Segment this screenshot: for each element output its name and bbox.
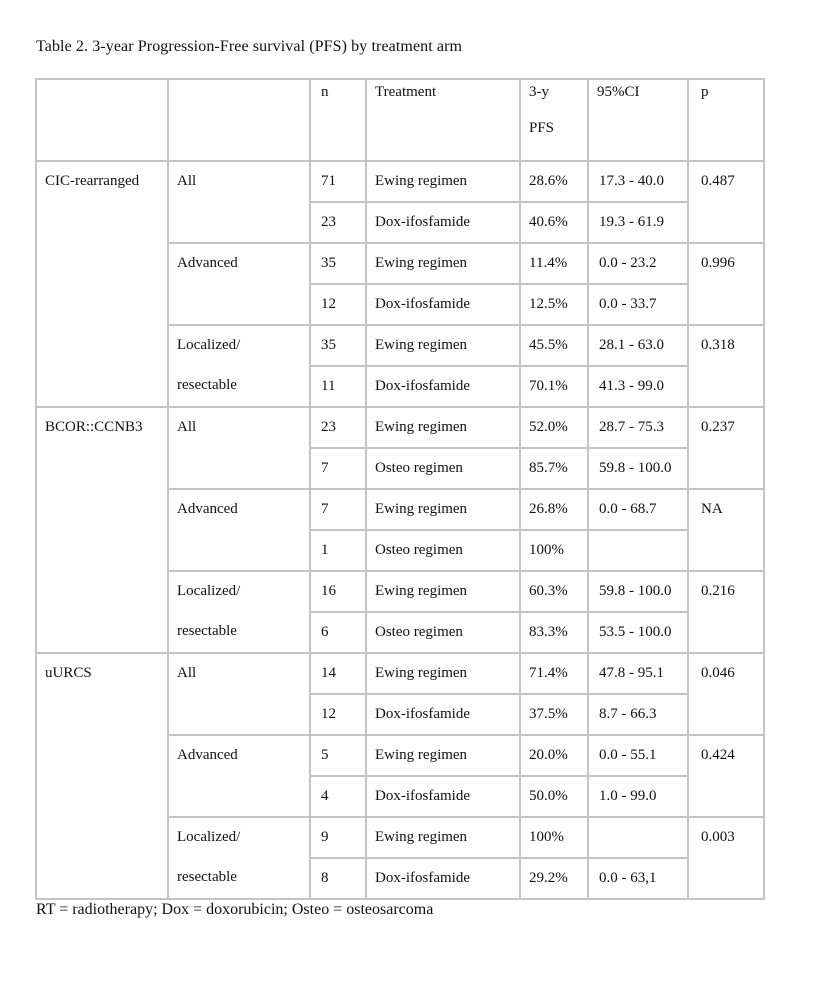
p-value-cell: 0.237 — [688, 407, 764, 489]
pfs-cell: 85.7% — [520, 448, 588, 489]
pfs-cell: 28.6% — [520, 161, 588, 202]
ci-cell: 59.8 - 100.0 — [588, 571, 688, 612]
treatment-cell: Ewing regimen — [366, 817, 520, 858]
group-label: CIC-rearranged — [36, 161, 168, 407]
ci-cell: 17.3 - 40.0 — [588, 161, 688, 202]
n-cell: 35 — [310, 325, 366, 366]
p-value-cell: 0.318 — [688, 325, 764, 407]
header-row — [36, 79, 764, 161]
n-cell: 5 — [310, 735, 366, 776]
n-cell: 8 — [310, 858, 366, 899]
n-cell: 7 — [310, 489, 366, 530]
treatment-cell: Ewing regimen — [366, 735, 520, 776]
header-treatment: Treatment — [366, 79, 520, 161]
n-cell: 23 — [310, 202, 366, 243]
ci-cell: 0.0 - 23.2 — [588, 243, 688, 284]
ci-cell: 28.7 - 75.3 — [588, 407, 688, 448]
subgroup-label: Advanced — [168, 489, 310, 530]
subgroup-label: Advanced — [168, 735, 310, 776]
p-value-cell: 0.216 — [688, 571, 764, 653]
ci-cell: 28.1 - 63.0 — [588, 325, 688, 366]
treatment-cell: Dox-ifosfamide — [366, 202, 520, 243]
treatment-cell: Ewing regimen — [366, 161, 520, 202]
subgroup-label-cont — [168, 202, 310, 243]
ci-cell: 59.8 - 100.0 — [588, 448, 688, 489]
subgroup-label: Localized/ — [168, 325, 310, 366]
n-cell: 35 — [310, 243, 366, 284]
ci-cell: 47.8 - 95.1 — [588, 653, 688, 694]
treatment-cell: Dox-ifosfamide — [366, 694, 520, 735]
treatment-cell: Osteo regimen — [366, 448, 520, 489]
pfs-cell: 45.5% — [520, 325, 588, 366]
p-value-cell: 0.487 — [688, 161, 764, 243]
n-cell: 4 — [310, 776, 366, 817]
pfs-cell: 11.4% — [520, 243, 588, 284]
n-cell: 11 — [310, 366, 366, 407]
p-value-cell: NA — [688, 489, 764, 571]
ci-cell: 19.3 - 61.9 — [588, 202, 688, 243]
subgroup-label-cont — [168, 694, 310, 735]
treatment-cell: Osteo regimen — [366, 530, 520, 571]
header-group — [36, 79, 168, 161]
pfs-cell: 100% — [520, 817, 588, 858]
pfs-table — [35, 78, 765, 900]
pfs-cell: 60.3% — [520, 571, 588, 612]
treatment-cell: Ewing regimen — [366, 243, 520, 284]
subgroup-label-cont: resectable — [168, 612, 310, 653]
table-row — [36, 407, 764, 448]
pfs-cell: 70.1% — [520, 366, 588, 407]
p-value-cell: 0.996 — [688, 243, 764, 325]
n-cell: 7 — [310, 448, 366, 489]
pfs-cell: 50.0% — [520, 776, 588, 817]
subgroup-label-cont — [168, 530, 310, 571]
header-pfs-line1: 3-y — [529, 84, 549, 100]
footnote: RT = radiotherapy; Dox = doxorubicin; Osteo = osteosarcoma — [36, 901, 434, 918]
ci-cell: 0.0 - 55.1 — [588, 735, 688, 776]
ci-cell: 0.0 - 63,1 — [588, 858, 688, 899]
pfs-cell: 20.0% — [520, 735, 588, 776]
pfs-cell: 12.5% — [520, 284, 588, 325]
treatment-cell: Dox-ifosfamide — [366, 366, 520, 407]
treatment-cell: Dox-ifosfamide — [366, 858, 520, 899]
header-n: n — [310, 79, 366, 161]
ci-cell — [588, 817, 688, 858]
table-row — [36, 653, 764, 694]
subgroup-label: Advanced — [168, 243, 310, 284]
n-cell: 12 — [310, 284, 366, 325]
p-value-cell: 0.424 — [688, 735, 764, 817]
pfs-cell: 83.3% — [520, 612, 588, 653]
pfs-cell: 26.8% — [520, 489, 588, 530]
pfs-cell: 71.4% — [520, 653, 588, 694]
group-label: uURCS — [36, 653, 168, 899]
ci-cell: 8.7 - 66.3 — [588, 694, 688, 735]
n-cell: 9 — [310, 817, 366, 858]
treatment-cell: Ewing regimen — [366, 407, 520, 448]
ci-cell: 0.0 - 68.7 — [588, 489, 688, 530]
header-pfs — [520, 79, 588, 161]
table-caption: Table 2. 3-year Progression-Free survival (PFS) by treatment arm — [36, 38, 463, 55]
subgroup-label: All — [168, 407, 310, 448]
subgroup-label: Localized/ — [168, 817, 310, 858]
pfs-cell: 40.6% — [520, 202, 588, 243]
pfs-cell: 52.0% — [520, 407, 588, 448]
pfs-cell: 29.2% — [520, 858, 588, 899]
subgroup-label-cont — [168, 776, 310, 817]
pfs-cell: 37.5% — [520, 694, 588, 735]
p-value-cell: 0.046 — [688, 653, 764, 735]
treatment-cell: Ewing regimen — [366, 489, 520, 530]
subgroup-label: Localized/ — [168, 571, 310, 612]
subgroup-label-cont: resectable — [168, 366, 310, 407]
header-pfs-line2: PFS — [529, 120, 555, 136]
subgroup-label-cont — [168, 284, 310, 325]
subgroup-label-cont — [168, 448, 310, 489]
pfs-cell: 100% — [520, 530, 588, 571]
n-cell: 12 — [310, 694, 366, 735]
subgroup-label-cont: resectable — [168, 858, 310, 899]
n-cell: 16 — [310, 571, 366, 612]
n-cell: 1 — [310, 530, 366, 571]
group-label: BCOR::CCNB3 — [36, 407, 168, 653]
table-row — [36, 161, 764, 202]
treatment-cell: Ewing regimen — [366, 571, 520, 612]
treatment-cell: Ewing regimen — [366, 325, 520, 366]
subgroup-label: All — [168, 653, 310, 694]
ci-cell: 1.0 - 99.0 — [588, 776, 688, 817]
n-cell: 6 — [310, 612, 366, 653]
treatment-cell: Ewing regimen — [366, 653, 520, 694]
ci-cell: 41.3 - 99.0 — [588, 366, 688, 407]
p-value-cell: 0.003 — [688, 817, 764, 899]
treatment-cell: Dox-ifosfamide — [366, 284, 520, 325]
n-cell: 71 — [310, 161, 366, 202]
header-subgroup — [168, 79, 310, 161]
ci-cell: 0.0 - 33.7 — [588, 284, 688, 325]
ci-cell — [588, 530, 688, 571]
n-cell: 14 — [310, 653, 366, 694]
subgroup-label: All — [168, 161, 310, 202]
header-ci: 95%CI — [588, 79, 688, 161]
treatment-cell: Dox-ifosfamide — [366, 776, 520, 817]
ci-cell: 53.5 - 100.0 — [588, 612, 688, 653]
n-cell: 23 — [310, 407, 366, 448]
treatment-cell: Osteo regimen — [366, 612, 520, 653]
header-p: p — [688, 79, 764, 161]
